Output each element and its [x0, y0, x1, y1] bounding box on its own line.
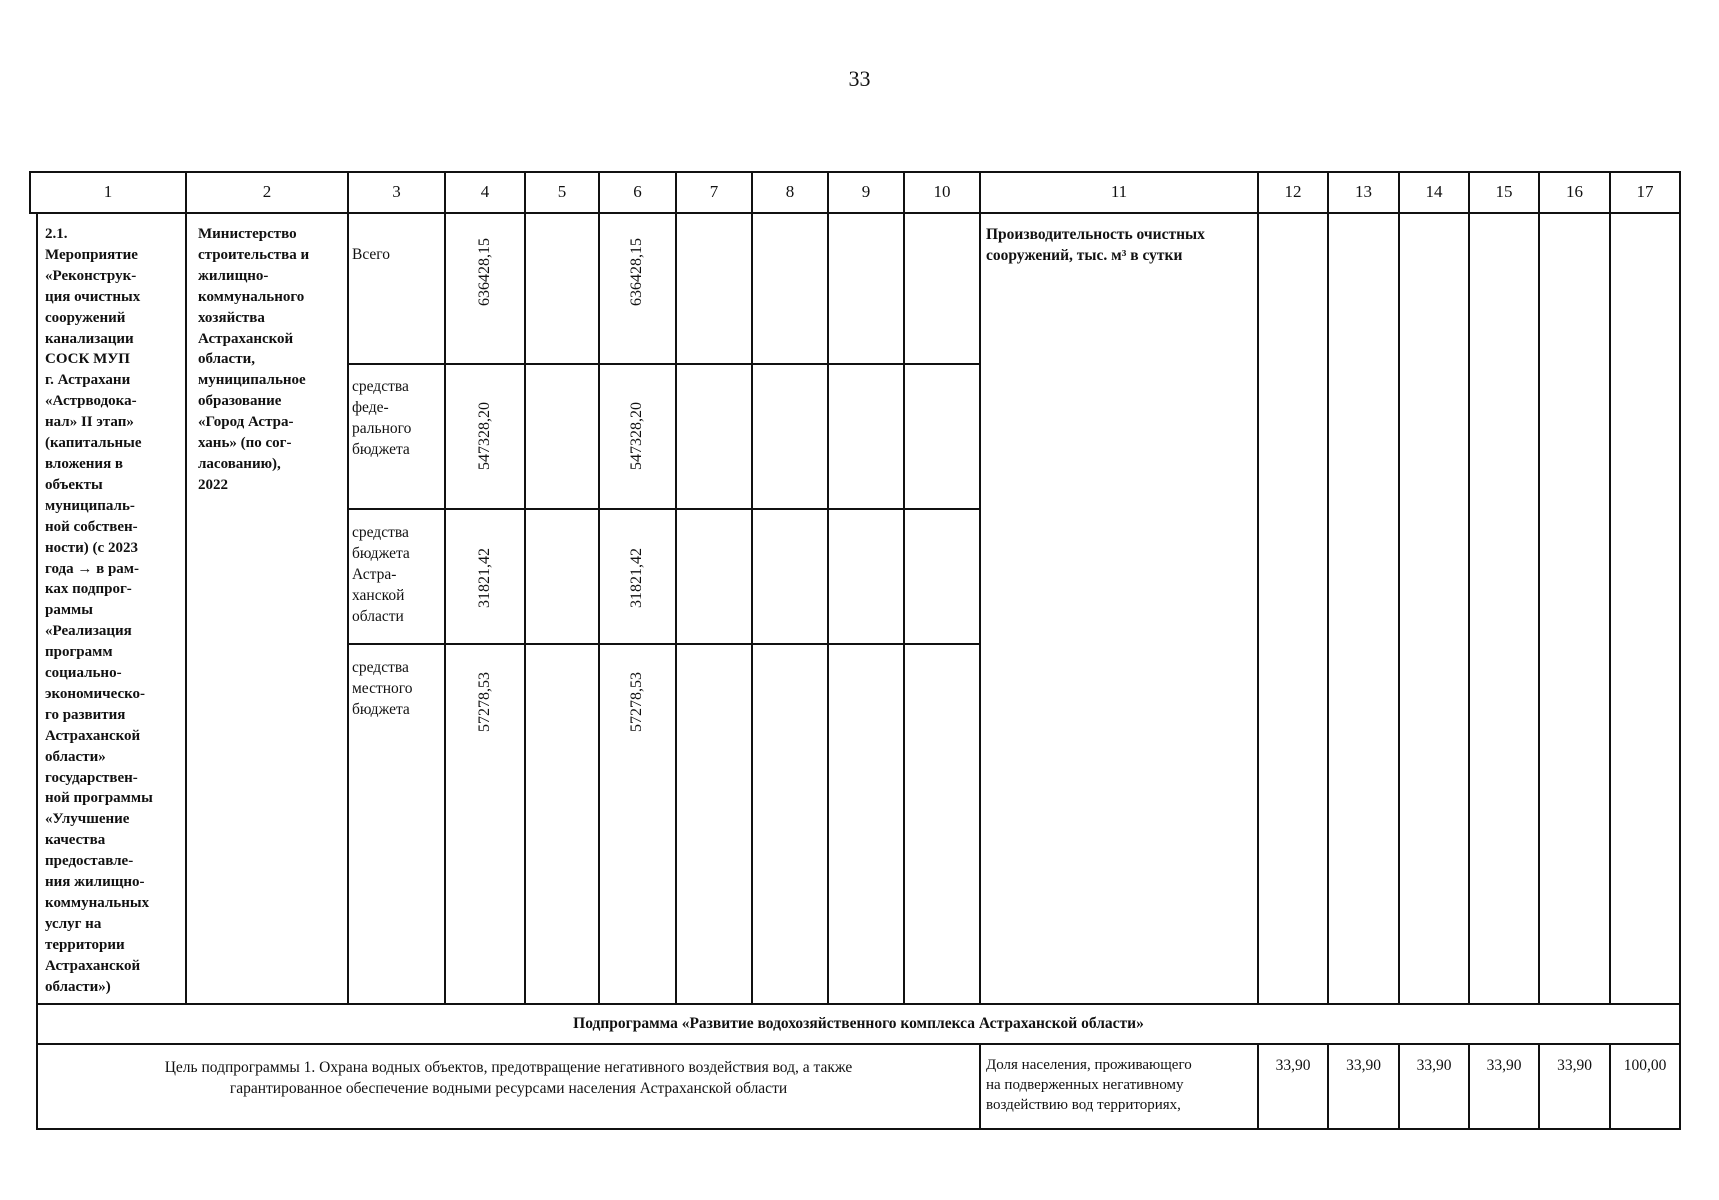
col-header-1: 1	[103, 182, 113, 201]
total-col6: 636428,15	[628, 238, 645, 306]
goal-value-12: 33,90	[1275, 1057, 1311, 1074]
source-total: Всего	[352, 246, 391, 263]
col-header-14: 14	[1425, 182, 1443, 201]
goal-value-16: 33,90	[1557, 1057, 1592, 1074]
col-header-11: 11	[1110, 182, 1128, 201]
col-header-5: 5	[557, 182, 567, 201]
page-number: 33	[848, 66, 871, 91]
goal-value-13: 33,90	[1346, 1057, 1381, 1074]
col-header-13: 13	[1355, 182, 1372, 201]
total-col4: 636428,15	[476, 238, 493, 306]
goal-value-14: 33,90	[1416, 1057, 1452, 1074]
event-responsible: Министерство строительства и жилищно- коммунального хозяйства Астраханской области, муниципальное образование «Город Астра- хань» (по сог- ласованию), 2022	[198, 226, 310, 493]
col-header-17: 17	[1636, 182, 1654, 201]
goal-value-15: 33,90	[1486, 1057, 1522, 1074]
col-header-12: 12	[1284, 182, 1302, 201]
col-header-16: 16	[1566, 182, 1583, 201]
goal-line-2: гарантированное обеспечение водными ресурсами населения Астраханской области	[229, 1080, 788, 1097]
goal-indicator: Доля населения, проживающего на подверженных негативному воздействию вод территориях,	[986, 1057, 1192, 1113]
subprogram-title: Подпрограмма «Развитие водохозяйственного комплекса Астраханской области»	[573, 1015, 1144, 1032]
event-description: 2.1. Мероприятие «Реконструк- ция очистных сооружений канализации СОСК МУП г. Астрахани «Астрводока- нал» II этап» (капитальные вложения в объекты муниципаль- ной собствен- ности) (с 2023 года → в рам- ках подпрог- раммы «Реализация программ социально- экономическо- го развития Астраханской области» государствен- ной программы «Улучшение качества предоставле- ния жилищно- коммунальных услуг на территории Астраханской области»)	[45, 226, 153, 995]
col-header-10: 10	[933, 182, 951, 201]
col-header-9: 9	[861, 182, 871, 201]
col-header-6: 6	[633, 182, 642, 201]
source-federal: средства феде- рального бюджета	[352, 378, 412, 458]
col-header-2: 2	[262, 182, 272, 201]
col-header-8: 8	[785, 182, 795, 201]
local-col6: 57278,53	[628, 672, 645, 732]
col-header-7: 7	[709, 182, 719, 201]
federal-col6: 547328,20	[628, 402, 645, 470]
col-header-3: 3	[392, 182, 401, 201]
source-local: средства местного бюджета	[352, 659, 413, 718]
goal-line-1: Цель подпрограммы 1. Охрана водных объектов, предотвращение негативного воздействия вод, а также	[164, 1059, 853, 1076]
col-header-15: 15	[1495, 182, 1513, 201]
col-header-4: 4	[480, 182, 490, 201]
regional-col6: 31821,42	[628, 548, 645, 608]
regional-col4: 31821,42	[476, 548, 493, 608]
federal-col4: 547328,20	[476, 402, 493, 470]
capacity-indicator: Производительность очистных сооружений, тыс. м³ в сутки	[986, 226, 1205, 264]
goal-value-17: 100,00	[1623, 1057, 1667, 1074]
local-col4: 57278,53	[476, 672, 493, 732]
source-regional: средства бюджета Астра- ханской области	[352, 524, 410, 625]
